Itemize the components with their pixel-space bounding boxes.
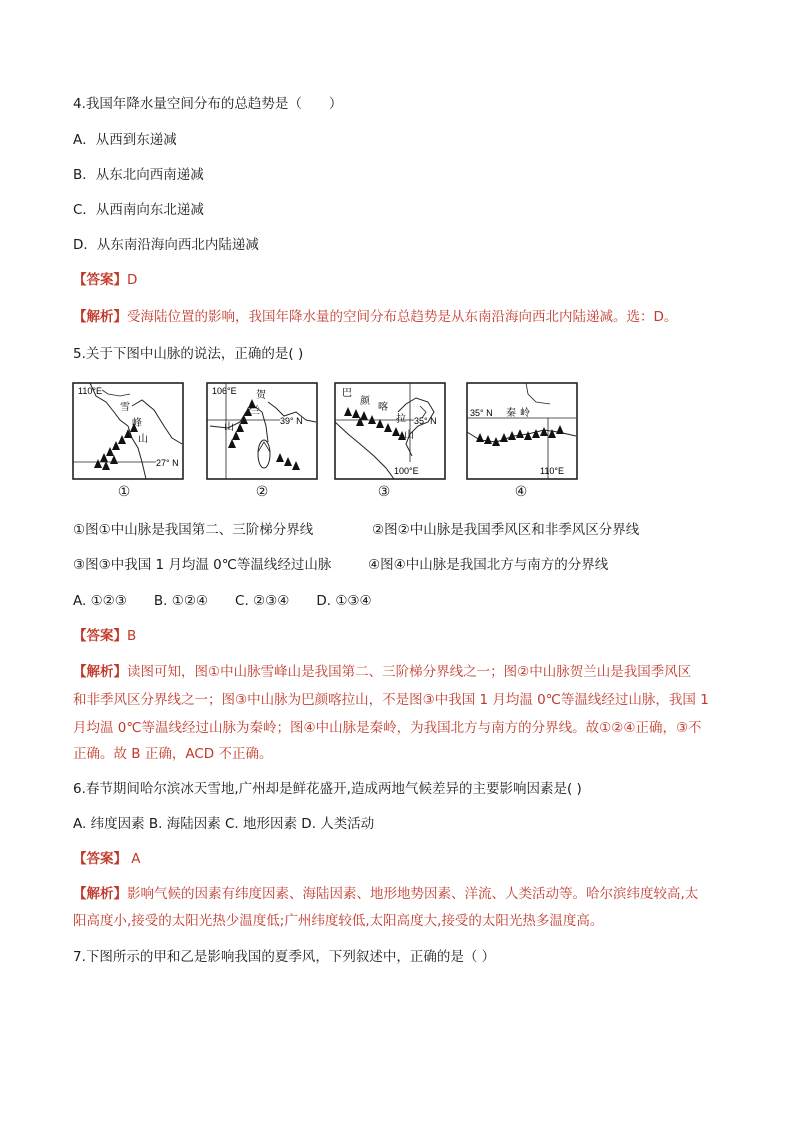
map-4-label-lon: 110°E [540, 466, 564, 476]
map-1-label-lon: 110°E [78, 386, 102, 396]
q5-statement-2: ②图②中山脉是我国季风区和非季风区分界线 [372, 522, 640, 538]
answer-tag: 【答案】 [73, 851, 127, 867]
map-1 [72, 382, 184, 500]
map-3-label-lat: 35° N [414, 416, 437, 426]
q6-stem: 6.春节期间哈尔滨冰天雪地,广州却是鲜花盛开,造成两地气候差异的主要影响因素是( ) [73, 781, 582, 797]
q6-analysis-line-2: 阳高度小,接受的太阳光热少温度低;广州纬度较低,太阳高度大,接受的太阳光热多温度高。 [73, 913, 604, 929]
map-3-figure [334, 382, 446, 480]
q5-stem: 5.关于下图中山脉的说法，正确的是( ) [73, 346, 304, 362]
map-4-label-1: 秦 [506, 408, 516, 419]
q4-option-b: B．从东北向西南递减 [73, 167, 204, 183]
q5-analysis-line-2: 和非季风区分界线之一；图③中山脉为巴颜喀拉山，不是图③中我国 1 月均温 0℃等温线经过山脉，我国 1 [73, 692, 709, 708]
map-1-label-1: 雪 [120, 402, 130, 413]
map-2-label-1: 贺 [256, 390, 266, 401]
map-4-figure [466, 382, 578, 480]
answer-value: A [127, 851, 141, 867]
analysis-text: 影响气候的因素有纬度因素、海陆因素、地形地势因素、洋流、人类活动等。哈尔滨纬度较高,太 [127, 886, 699, 902]
q6-answer [73, 850, 141, 868]
q5-statement-1: ①图①中山脉是我国第二、三阶梯分界线 [73, 522, 314, 538]
analysis-text: 读图可知，图①中山脉雪峰山是我国第二、三阶梯分界线之一；图②中山脉贺兰山是我国季风区 [127, 664, 692, 680]
q4-option-a: A．从西到东递减 [73, 132, 177, 148]
map-3-label-4: 拉 [396, 414, 406, 425]
q4-option-c: C．从西南向东北递减 [73, 202, 204, 218]
analysis-tag: 【解析】 [73, 664, 127, 680]
map-3-caption: ③ [377, 484, 391, 500]
map-4-caption: ④ [514, 484, 528, 500]
map-3-label-1: 巴 [342, 388, 352, 399]
q4-stem: 4.我国年降水量空间分布的总趋势是（ ） [73, 96, 343, 112]
q5-statement-4: ④图④中山脉是我国北方与南方的分界线 [368, 557, 609, 573]
map-3 [334, 382, 446, 500]
answer-value: D [127, 272, 138, 288]
map-4 [466, 382, 578, 500]
q6-choices: A. 纬度因素 B. 海陆因素 C. 地形因素 D. 人类活动 [73, 816, 375, 832]
map-3-label-5: 山 [404, 430, 414, 441]
q5-choices: A. ①②③ B. ①②④ C. ②③④ D. ①③④ [73, 593, 372, 609]
map-2-caption: ② [255, 484, 269, 500]
q4-analysis [73, 308, 677, 326]
analysis-text: 受海陆位置的影响，我国年降水量的空间分布总趋势是从东南沿海向西北内陆递减。选：D。 [127, 309, 678, 325]
answer-tag: 【答案】 [73, 628, 127, 644]
map-1-caption: ① [117, 484, 131, 500]
map-1-label-2: 峰 [132, 418, 142, 429]
q7-stem: 7.下图所示的甲和乙是影响我国的夏季风，下列叙述中，正确的是（ ） [73, 949, 496, 965]
map-4-label-lat: 35° N [470, 408, 493, 418]
map-3-label-2: 颜 [360, 396, 370, 407]
q4-option-d: D．从东南沿海向西北内陆递减 [73, 237, 259, 253]
map-1-label-lat: 27° N [156, 458, 179, 468]
map-2-label-2: 兰 [250, 406, 260, 417]
map-2-figure [206, 382, 318, 480]
q5-analysis-line-3: 月均温 0℃等温线经过山脉为秦岭；图④中山脉是秦岭，为我国北方与南方的分界线。故①②④正确，③不 [73, 720, 702, 736]
map-2 [206, 382, 318, 500]
q5-analysis-line-1 [73, 663, 691, 681]
map-1-label-3: 山 [138, 434, 148, 445]
map-4-label-2: 岭 [520, 408, 530, 419]
answer-tag: 【答案】 [73, 272, 127, 288]
q4-answer [73, 271, 137, 289]
mountain-maps [72, 382, 712, 504]
map-3-label-3: 喀 [378, 402, 388, 413]
analysis-tag: 【解析】 [73, 309, 127, 325]
q5-analysis-line-4: 正确。故 B 正确，ACD 不正确。 [73, 746, 273, 762]
map-2-label-lat: 39° N [280, 416, 303, 426]
q5-answer [73, 627, 136, 645]
map-2-label-lon: 106°E [212, 386, 237, 396]
analysis-tag: 【解析】 [73, 886, 127, 902]
map-3-label-lon: 100°E [394, 466, 419, 476]
map-2-label-3: 山 [224, 422, 234, 433]
q5-statement-3: ③图③中我国 1 月均温 0℃等温线经过山脉 [73, 557, 332, 573]
map-1-figure [72, 382, 184, 480]
answer-value: B [127, 628, 137, 644]
q6-analysis-line-1 [73, 885, 698, 903]
